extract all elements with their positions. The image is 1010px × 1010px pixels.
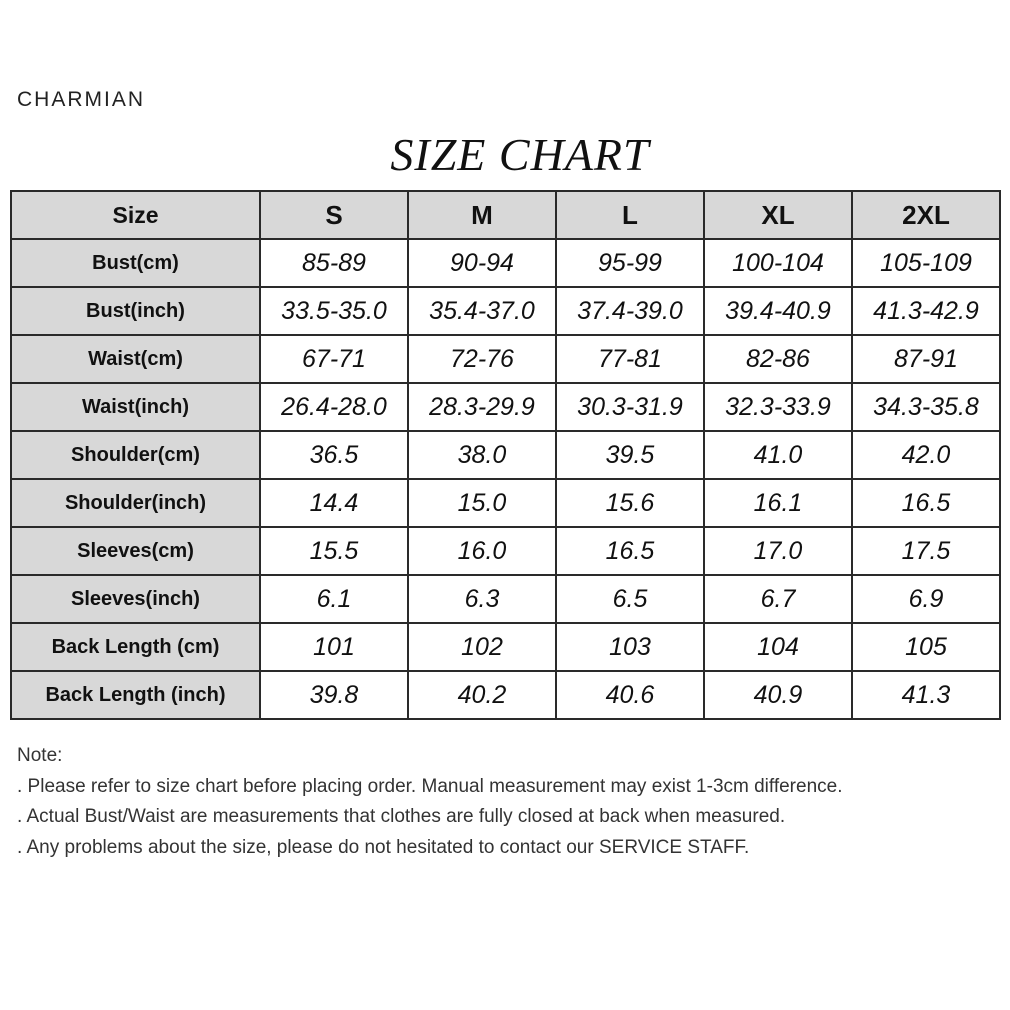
table-cell: 39.8 [260,671,408,719]
table-row [11,479,1000,527]
table-cell: 37.4-39.0 [556,287,704,335]
table-cell: 72-76 [408,335,556,383]
row-label: Bust(inch) [11,287,260,335]
table-cell: 28.3-29.9 [408,383,556,431]
table-cell: 38.0 [408,431,556,479]
table-row [11,335,1000,383]
header-size-s: S [260,191,408,239]
notes-heading: Note: [17,745,63,766]
table-cell: 105 [852,623,1000,671]
table-cell: 104 [704,623,852,671]
row-label: Waist(cm) [11,335,260,383]
table-cell: 35.4-37.0 [408,287,556,335]
table-cell: 105-109 [852,239,1000,287]
table-cell: 6.7 [704,575,852,623]
header-size-xl: XL [704,191,852,239]
table-cell: 6.3 [408,575,556,623]
table-cell: 82-86 [704,335,852,383]
table-cell: 41.0 [704,431,852,479]
table-header-row [11,191,1000,239]
table-cell: 40.6 [556,671,704,719]
table-cell: 34.3-35.8 [852,383,1000,431]
header-size-m: M [408,191,556,239]
table-cell: 26.4-28.0 [260,383,408,431]
table-cell: 16.0 [408,527,556,575]
row-label: Shoulder(inch) [11,479,260,527]
table-cell: 30.3-31.9 [556,383,704,431]
table-cell: 17.5 [852,527,1000,575]
table-row [11,287,1000,335]
table-cell: 95-99 [556,239,704,287]
table-cell: 42.0 [852,431,1000,479]
note-line: . Please refer to size chart before placing order. Manual measurement may exist 1-3cm difference. [17,775,843,797]
row-label: Back Length (inch) [11,671,260,719]
table-row [11,671,1000,719]
row-label: Shoulder(cm) [11,431,260,479]
table-cell: 33.5-35.0 [260,287,408,335]
table-cell: 101 [260,623,408,671]
table-cell: 77-81 [556,335,704,383]
table-row [11,527,1000,575]
table-cell: 6.9 [852,575,1000,623]
header-size-2xl: 2XL [852,191,1000,239]
row-label: Sleeves(cm) [11,527,260,575]
table-cell: 16.5 [852,479,1000,527]
row-label: Sleeves(inch) [11,575,260,623]
table-body [11,239,1000,719]
page-title: SIZE CHART [390,129,650,180]
header-size-label: Size [11,191,260,239]
table-cell: 6.1 [260,575,408,623]
table-row [11,383,1000,431]
table-row [11,431,1000,479]
size-table [10,190,1001,720]
row-label: Waist(inch) [11,383,260,431]
table-cell: 40.9 [704,671,852,719]
table-cell: 14.4 [260,479,408,527]
table-cell: 41.3 [852,671,1000,719]
table-cell: 103 [556,623,704,671]
table-cell: 39.4-40.9 [704,287,852,335]
note-line: . Actual Bust/Waist are measurements that clothes are fully closed at back when measured. [17,806,786,827]
table-cell: 67-71 [260,335,408,383]
table-row [11,239,1000,287]
notes [17,741,843,863]
table-cell: 41.3-42.9 [852,287,1000,335]
table-cell: 85-89 [260,239,408,287]
brand-name: CHARMIAN [17,88,146,111]
table-row [11,575,1000,623]
table-cell: 15.0 [408,479,556,527]
table-cell: 6.5 [556,575,704,623]
table-cell: 36.5 [260,431,408,479]
table-cell: 32.3-33.9 [704,383,852,431]
table-cell: 39.5 [556,431,704,479]
table-cell: 15.5 [260,527,408,575]
table-row [11,623,1000,671]
table-cell: 87-91 [852,335,1000,383]
table-cell: 16.5 [556,527,704,575]
table-cell: 17.0 [704,527,852,575]
table-cell: 102 [408,623,556,671]
row-label: Back Length (cm) [11,623,260,671]
table-cell: 100-104 [704,239,852,287]
row-label: Bust(cm) [11,239,260,287]
table-cell: 15.6 [556,479,704,527]
note-line: . Any problems about the size, please do not hesitated to contact our SERVICE STAFF. [17,836,750,858]
table-cell: 90-94 [408,239,556,287]
table-cell: 16.1 [704,479,852,527]
header-size-l: L [556,191,704,239]
table-cell: 40.2 [408,671,556,719]
